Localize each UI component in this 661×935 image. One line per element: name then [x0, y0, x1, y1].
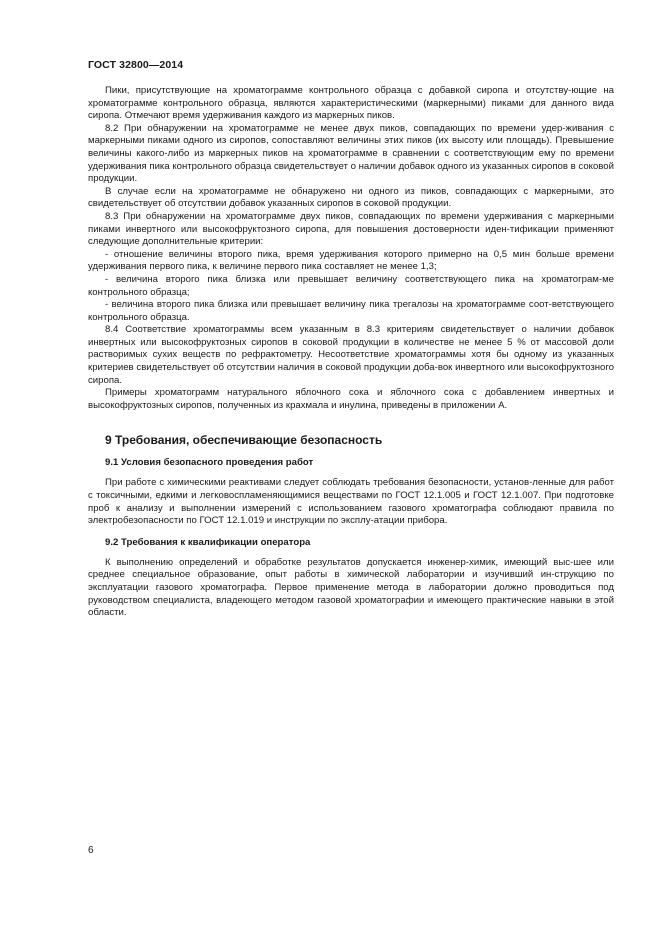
criterion-trehalose: - величина второго пика близка или превышает величину пика трегалозы на хроматограмме соот-ветствующего контрольного образца.	[88, 299, 614, 323]
subsection-9-2-text: К выполнению определений и обработке результатов допускается инженер-химик, имеющий выс-шее или среднее специальное образование, опыт работы в химической лаборатории и изучивший ин-струкцию по эксплуатации газового хроматографа. Первое применение метода в лаборатории должно проводиться под руководством специалиста, владеющего методом газовой хроматографии и имеющего практические навыки в этой области.	[88, 556, 614, 619]
section-9-title: 9 Требования, обеспечивающие безопасность	[105, 433, 383, 448]
subsection-9-2-title: 9.2 Требования к квалификации оператора	[105, 536, 311, 548]
paragraph-examples: Примеры хроматограмм натурального яблочного сока и яблочного сока с добавлением инвертных и высокофруктозных сиропов, полученных из крахмала и инулина, приведены в приложении А.	[88, 387, 614, 411]
page-body	[88, 85, 614, 620]
criterion-ratio: - отношение величины второго пика, время удерживания которого примерно на 0,5 мин больше времени удерживания первого пика, к величине первого пика составляет не менее 1,3;	[88, 248, 614, 273]
paragraph-8-2: 8.2 При обнаружении на хроматограмме не менее двух пиков, совпадающих по времени удер-живания с маркерными пиками одного из сиропов, сопоставляют величины этих пиков (их высоту или площадь). Превышение величины какого-либо из маркерных пиков на хроматограмме в сравнении с соответствующим ему по времени удерживания пика контрольного образца свидетельствует о наличии добавок одного из указанных сиропов в соковой продукции.	[88, 122, 614, 185]
paragraph-8-3: 8.3 При обнаружении на хроматограмме двух пиков, совпадающих по времени удерживания с маркерными пиками инвертного или высокофруктозного сиропа, для повышения достоверности иден-тификации применяют следующие дополнительные критерии:	[88, 210, 614, 248]
paragraph-marker-peaks: Пики, присутствующие на хроматограмме контрольного образца с добавкой сиропа и отсутству-ющие на хроматограмме контрольного образца, являются характеристическими (маркерными) пиками для данного вида сиропа. Отмечают время удерживания каждого из маркерных пиков.	[88, 85, 614, 122]
paragraph-8-4: 8.4 Соответствие хроматограммы всем указанным в 8.3 критериям свидетельствует о наличии добавок инвертных или высокофруктозных сиропов в соковой продукции в количестве не менее 5 % от массовой доли растворимых сухих веществ по рефрактометру. Несоответствие хроматограммы хотя бы одному из указанных критериев свидетельствует об отсутствии наличия в соковой продукции доба-вок инвертного или высокофруктозного сиропа.	[88, 324, 614, 386]
paragraph-no-peaks: В случае если на хроматограмме не обнаружено ни одного из пиков, совпадающих с маркерными, это свидетельствует об отсутствии добавок указанных сиропов в соковой продукции.	[88, 185, 614, 210]
standard-header: ГОСТ 32800—2014	[88, 59, 184, 71]
page-number: 6	[88, 845, 94, 856]
criterion-control-peak: - величина второго пика близка или превышает величину соответствующего пика на хроматограм-ме контрольного образца;	[88, 273, 614, 298]
subsection-9-1-text: При работе с химическими реактивами следует соблюдать требования безопасности, установ-ленные для работ с токсичными, едкими и легковоспламеняющимися веществами по ГОСТ 12.1.005 и ГОСТ 12.1.007. При подготовке проб к анализу и выполнении измерений с использованием газового хроматографа соблюдают правила по электробезопасности по ГОСТ 12.1.019 и инструкции по эксплу-атации прибора.	[88, 477, 614, 527]
subsection-9-1-title: 9.1 Условия безопасного проведения работ	[105, 457, 314, 469]
